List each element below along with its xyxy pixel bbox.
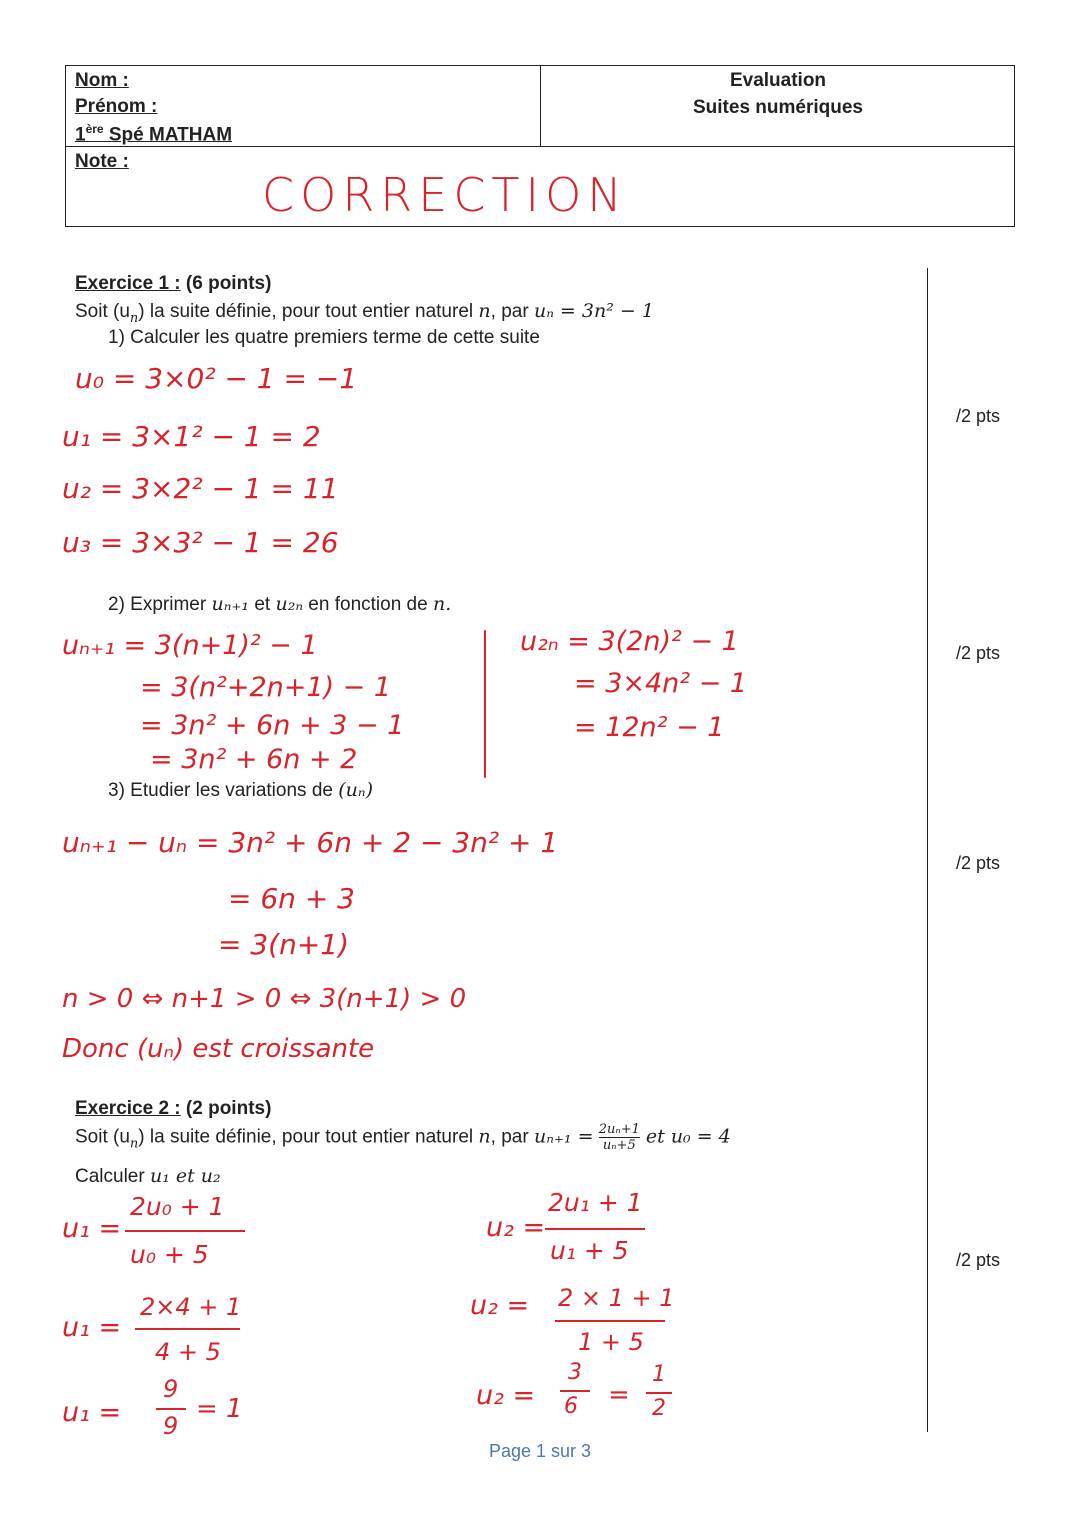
u2-label: u₂ = xyxy=(470,1290,530,1321)
prenom-label: Prénom : xyxy=(75,96,158,117)
fraction-bar xyxy=(156,1408,186,1410)
exercise1-heading: Exercice 1 : (6 points) xyxy=(75,273,272,294)
exercise1-statement: Soit $(u_n)$ la suite définie, pour tout entier naturel n, par uₙ = 3n² − 1 xyxy=(75,300,654,326)
handwritten-separator xyxy=(484,630,486,778)
recurrence-fraction: $\frac{\text{2uₙ+1}}{\text{uₙ+5}}$ xyxy=(598,1122,640,1153)
fraction-bar xyxy=(560,1390,590,1392)
nom-label: Nom : xyxy=(75,70,129,91)
u2-step3-denominator: 6 xyxy=(564,1394,578,1419)
u2-result-denominator: 2 xyxy=(652,1396,666,1421)
u1-step2-denominator: 4 + 5 xyxy=(155,1338,221,1366)
answer-q3-line: = 3(n+1) xyxy=(218,928,350,961)
fraction-bar xyxy=(555,1320,665,1322)
answer-u2: u₂ = 3×2² − 1 = 11 xyxy=(62,472,339,505)
u1-result: = 1 xyxy=(196,1394,243,1424)
answer-q3-line: Donc (uₙ) est croissante xyxy=(62,1034,375,1064)
answer-q2-left-line: = 3n² + 6n + 2 xyxy=(150,744,358,775)
points-label: /2 pts xyxy=(956,1250,1001,1270)
answer-q2-right-line: = 3×4n² − 1 xyxy=(574,668,748,699)
exercise1-question2: 2) Exprimer uₙ₊₁ et u₂ₙ en fonction de n. xyxy=(108,593,452,615)
u1-label: u₁ = xyxy=(62,1312,122,1343)
u2-step1-denominator: u₁ + 5 xyxy=(550,1236,629,1265)
answer-q2-left-line: = 3(n²+2n+1) − 1 xyxy=(140,672,392,703)
answer-q2-left-line: = 3n² + 6n + 3 − 1 xyxy=(140,710,405,741)
points-label: /2 pts xyxy=(956,853,1001,873)
answer-q2-right-line: = 12n² − 1 xyxy=(574,712,725,743)
answer-u1: u₁ = 3×1² − 1 = 2 xyxy=(62,420,321,453)
answer-u0: u₀ = 3×0² − 1 = −1 xyxy=(75,362,358,395)
class-label: 1ère Spé MATHAM xyxy=(75,122,233,146)
u2-step2-numerator: 2 × 1 + 1 xyxy=(558,1284,675,1312)
u1-label: u₁ = xyxy=(62,1397,122,1428)
answer-q3-line: n > 0 ⇔ n+1 > 0 ⇔ 3(n+1) > 0 xyxy=(62,984,467,1014)
eval-subject: Suites numériques xyxy=(693,97,863,118)
note-label: Note : xyxy=(75,151,129,172)
page-number: Page 1 sur 3 xyxy=(488,1441,592,1461)
correction-title: CORRECTION xyxy=(262,168,628,222)
margin-line xyxy=(927,268,928,1432)
u2-result-equals: = xyxy=(608,1380,630,1410)
answer-q3-line: uₙ₊₁ − uₙ = 3n² + 6n + 2 − 3n² + 1 xyxy=(62,826,559,859)
u1-step1-numerator: 2u₀ + 1 xyxy=(130,1192,225,1221)
fraction-bar xyxy=(646,1392,672,1394)
u1-step3-denominator: 9 xyxy=(163,1412,179,1440)
exercise2-heading: Exercice 2 : (2 points) xyxy=(75,1098,272,1119)
exercise1-question1: 1) Calculer les quatre premiers terme de cette suite xyxy=(108,327,540,348)
exercise1-question3: 3) Etudier les variations de (uₙ) xyxy=(108,779,373,801)
u2-label: u₂ = xyxy=(476,1380,536,1411)
fraction-bar xyxy=(125,1230,245,1232)
points-label: /2 pts xyxy=(956,643,1001,663)
fraction-bar xyxy=(545,1228,645,1230)
answer-q2-right-line: u₂ₙ = 3(2n)² − 1 xyxy=(520,626,739,657)
exercise2-question: Calculer u₁ et u₂ xyxy=(75,1165,221,1187)
u2-result-numerator: 1 xyxy=(652,1362,666,1387)
exercise2-statement: Soit $(u_n)$ la suite définie, pour tout entier naturel n, par uₙ₊₁ = $\frac{\text{2uₙ+1}}{\text{uₙ+5}}$ et u₀ = 4 xyxy=(75,1122,731,1153)
answer-q3-line: = 6n + 3 xyxy=(228,882,355,915)
u1-label: u₁ = xyxy=(62,1213,122,1244)
u1-step3-numerator: 9 xyxy=(163,1375,179,1403)
u1-step1-denominator: u₀ + 5 xyxy=(130,1240,209,1269)
answer-q2-left-line: uₙ₊₁ = 3(n+1)² − 1 xyxy=(62,630,318,661)
u2-label: u₂ = xyxy=(486,1212,546,1243)
u2-step1-numerator: 2u₁ + 1 xyxy=(548,1188,643,1217)
u1-step2-numerator: 2×4 + 1 xyxy=(140,1293,242,1321)
u2-step2-denominator: 1 + 5 xyxy=(578,1328,644,1356)
answer-u3: u₃ = 3×3² − 1 = 26 xyxy=(62,526,339,559)
fraction-bar xyxy=(135,1328,240,1330)
points-label: /2 pts xyxy=(956,406,1001,426)
eval-title: Evaluation xyxy=(729,70,827,91)
u2-step3-numerator: 3 xyxy=(568,1360,582,1385)
